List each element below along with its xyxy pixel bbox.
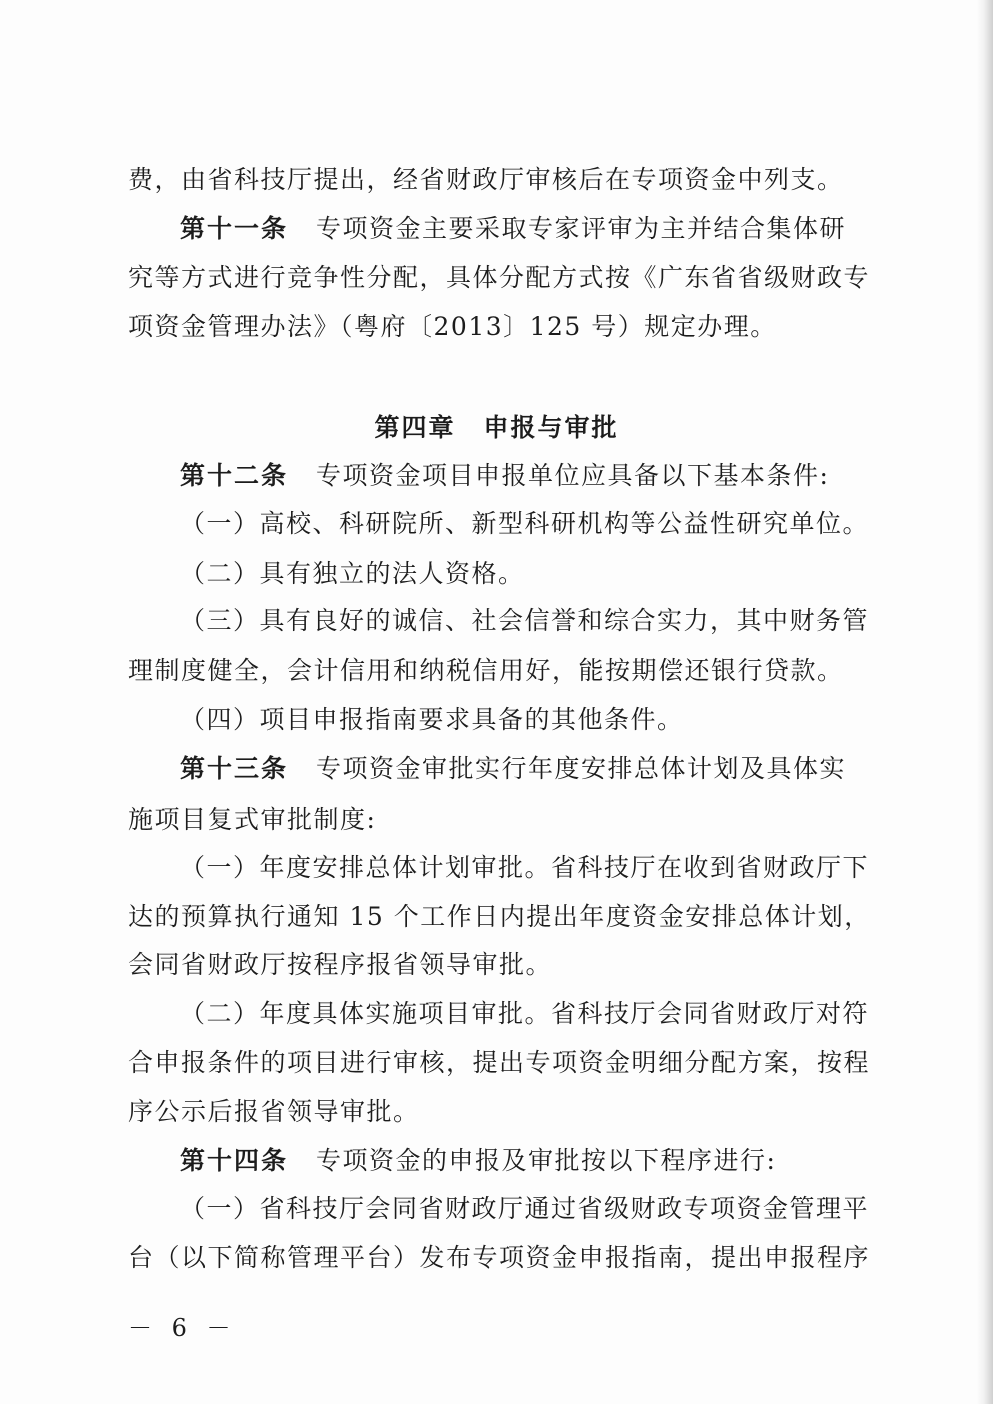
- article-13-clause-2-line-2: 合申报条件的项目进行审核，提出专项资金明细分配方案，按程: [128, 1048, 871, 1077]
- article-12-clause-1: （一）高校、科研院所、新型科研机构等公益性研究单位。: [180, 509, 870, 538]
- article-12-line-1: 第十二条 专项资金项目申报单位应具备以下基本条件:: [180, 461, 830, 490]
- article-12-clause-2: （二）具有独立的法人资格。: [180, 559, 525, 588]
- article-13-clause-1-line-3: 会同省财政厅按程序报省领导审批。: [128, 950, 553, 979]
- article-14-line-1: 第十四条 专项资金的申报及审批按以下程序进行:: [180, 1146, 777, 1175]
- chapter-number: 第四章: [374, 413, 456, 442]
- article-13-clause-2-line-1: （二）年度具体实施项目审批。省科技厅会同省财政厅对符: [180, 999, 870, 1028]
- article-13-line-2: 施项目复式审批制度:: [128, 805, 377, 834]
- article-12-clause-4: （四）项目申报指南要求具备的其他条件。: [180, 705, 684, 734]
- article-14-clause-1-line-2: 台（以下简称管理平台）发布专项资金申报指南，提出申报程序: [128, 1243, 871, 1272]
- chapter-heading: [0, 408, 993, 444]
- paragraph-line: 费，由省科技厅提出，经省财政厅审核后在专项资金中列支。: [128, 165, 844, 194]
- article-12-clause-3-line-2: 理制度健全，会计信用和纳税信用好，能按期偿还银行贷款。: [128, 656, 844, 685]
- article-12-label: 第十二条: [180, 461, 289, 490]
- article-14-label: 第十四条: [180, 1146, 289, 1175]
- article-12-clause-3-line-1: （三）具有良好的诚信、社会信誉和综合实力，其中财务管: [180, 606, 870, 635]
- article-13-label: 第十三条: [180, 754, 289, 783]
- page-number: － 6 －: [128, 1314, 237, 1342]
- article-13-clause-1-line-2: 达的预算执行通知 15 个工作日内提出年度资金安排总体计划，: [128, 902, 871, 931]
- article-13-clause-2-line-3: 序公示后报省领导审批。: [128, 1097, 420, 1126]
- article-11-label: 第十一条: [180, 214, 289, 243]
- article-11-line-2: 究等方式进行竞争性分配，具体分配方式按《广东省省级财政专: [128, 263, 871, 292]
- article-13-line-1: 第十三条 专项资金审批实行年度安排总体计划及具体实: [180, 754, 847, 783]
- article-13-clause-1-line-1: （一）年度安排总体计划审批。省科技厅在收到省财政厅下: [180, 853, 870, 882]
- article-11-line-3: 项资金管理办法》（粤府〔2013〕125 号）规定办理。: [128, 312, 777, 341]
- chapter-title: 申报与审批: [483, 413, 619, 442]
- scan-edge-shadow: [977, 0, 993, 1404]
- article-11-line-1: 第十一条 专项资金主要采取专家评审为主并结合集体研: [180, 214, 847, 243]
- article-14-clause-1-line-1: （一）省科技厅会同省财政厅通过省级财政专项资金管理平: [180, 1194, 870, 1223]
